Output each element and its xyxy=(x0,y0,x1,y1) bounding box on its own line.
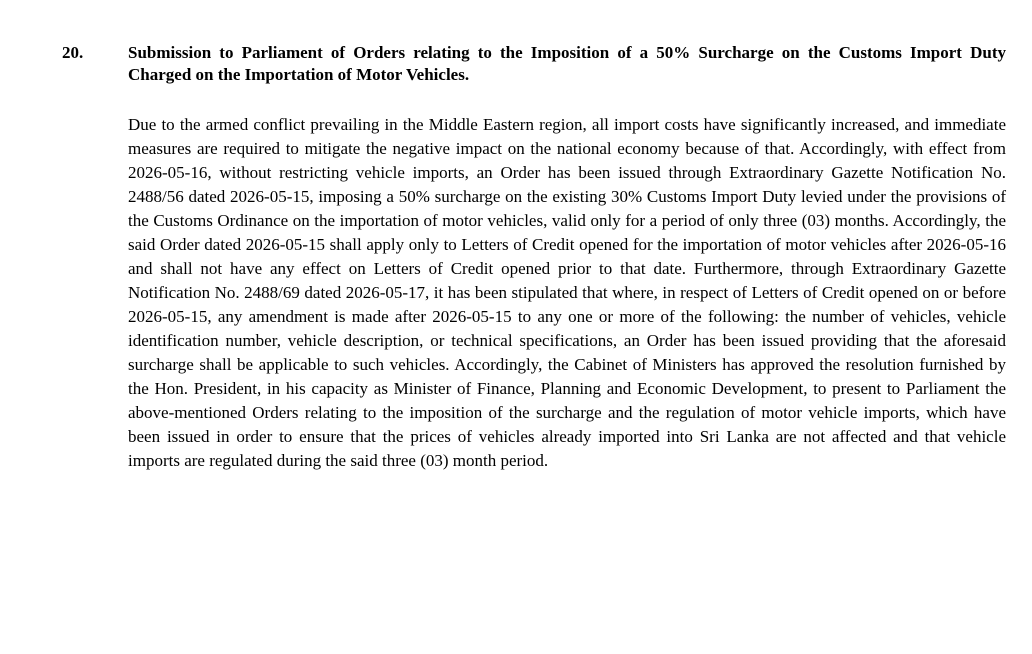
item-heading: Submission to Parliament of Orders relating to the Imposition of a 50% Surcharge on the Customs Import Duty Charged on the Importation of Motor Vehicles. xyxy=(128,43,1006,84)
item-number: 20. xyxy=(62,43,84,62)
item-body-paragraph: Due to the armed conflict prevailing in the Middle Eastern region, all import costs have significantly increased, and immediate measures are required to mitigate the negative impact on the national economy because of that. Accordingly, with effect from 2026-05-16, without restricting vehicle imports, an Order has been issued through Extraordinary Gazette Notification No. 2488/56 dated 2026-05-15, imposing a 50% surcharge on the existing 30% Customs Import Duty levied under the provisions of the Customs Ordinance on the importation of motor vehicles, valid only for a period of only three (03) months. Accordingly, the said Order dated 2026-05-15 shall apply only to Letters of Credit opened for the importation of motor vehicles after 2026-05-16 and shall not have any effect on Letters of Credit opened prior to that date. Furthermore, through Extraordinary Gazette Notification No. 2488/69 dated 2026-05-17, it has been stipulated that where, in respect of Letters of Credit opened on or before 2026-05-15, any amendment is made after 2026-05-15 to any one or more of the following: the number of vehicles, vehicle identification number, vehicle description, or technical specifications, an Order has been issued providing that the aforesaid surcharge shall be applicable to such vehicles. Accordingly, the Cabinet of Ministers has approved the resolution furnished by the Hon. President, in his capacity as Minister of Finance, Planning and Economic Development, to present to Parliament the above-mentioned Orders relating to the imposition of the surcharge and the regulation of motor vehicle imports, which have been issued in order to ensure that the prices of vehicles already imported into Sri Lanka are not affected and that vehicle imports are regulated during the said three (03) month period. xyxy=(128,115,1006,470)
